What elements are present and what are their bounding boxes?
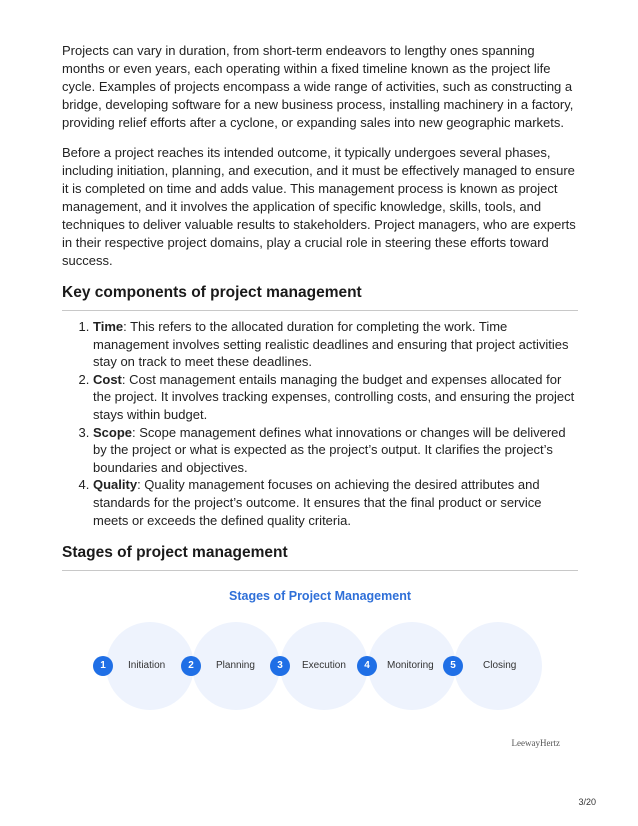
list-item xyxy=(93,318,578,371)
figure-title: Stages of Project Management xyxy=(229,589,411,603)
stage-label: Closing xyxy=(483,660,517,671)
brand-logo-text: LeewayHertz xyxy=(511,738,560,748)
list-item xyxy=(93,371,578,424)
stages-heading: Stages of project management xyxy=(62,543,578,571)
key-components-list xyxy=(62,318,578,529)
stages-figure xyxy=(62,580,578,760)
stage-label: Execution xyxy=(302,660,346,671)
stage-number-badge: 2 xyxy=(181,656,201,676)
key-components-heading: Key components of project management xyxy=(62,283,578,311)
list-item-text: : Scope management defines what innovations or changes will be delivered by the project or what is expected as the project’s output. It clarifies the project’s boundaries and objectives. xyxy=(93,424,566,475)
list-item-term: Quality xyxy=(93,477,138,493)
stage-label: Initiation xyxy=(128,660,166,671)
list-item-term: Cost xyxy=(93,371,122,387)
intro-paragraph-1: Projects can vary in duration, from short-term endeavors to lengthy ones spanning months or even years, each operating within a fixed timeline known as the project life cycle. Examples of projects encompass a wide range of activities, such as constructing a bridge, developing software for a new business process, installing machinery in a factory, providing relief efforts after a cyclone, or expanding sales into new geographic markets. xyxy=(62,43,574,130)
stage-number-badge: 5 xyxy=(443,656,463,676)
stage-number-badge: 3 xyxy=(270,656,290,676)
stage-label: Monitoring xyxy=(387,660,434,671)
stage-label: Planning xyxy=(216,660,255,671)
list-item-text: : This refers to the allocated duration for completing the work. Time management involves setting realistic deadlines and ensuring that project activities stay on track to meet these deadlines. xyxy=(93,319,569,370)
list-item xyxy=(93,424,578,477)
page-number: 3/20 xyxy=(578,797,596,807)
list-item xyxy=(93,476,578,529)
list-item-text: : Cost management entails managing the budget and expenses allocated for the project. It involves tracking expenses, controlling costs, and ensuring the project stays within budget. xyxy=(93,371,575,422)
document-body xyxy=(62,42,578,571)
list-item-text: : Quality management focuses on achieving the desired attributes and standards for the project’s outcome. It ensures that the final product or service meets or exceeds the defined quality criteria. xyxy=(93,477,542,528)
stage-number-badge: 1 xyxy=(93,656,113,676)
intro-paragraph-2: Before a project reaches its intended outcome, it typically undergoes several phases, including initiation, planning, and execution, and it must be effectively managed to ensure it is completed on time and adds value. This management process is known as project management, and it involves the application of specific knowledge, skills, tools, and techniques to deliver valuable results to stakeholders. Project managers, who are experts in their respective project domains, play a crucial role in steering these efforts toward success. xyxy=(62,145,576,268)
list-item-term: Time xyxy=(93,319,124,334)
list-item-term: Scope xyxy=(93,424,133,440)
stage-number-badge: 4 xyxy=(357,656,377,676)
